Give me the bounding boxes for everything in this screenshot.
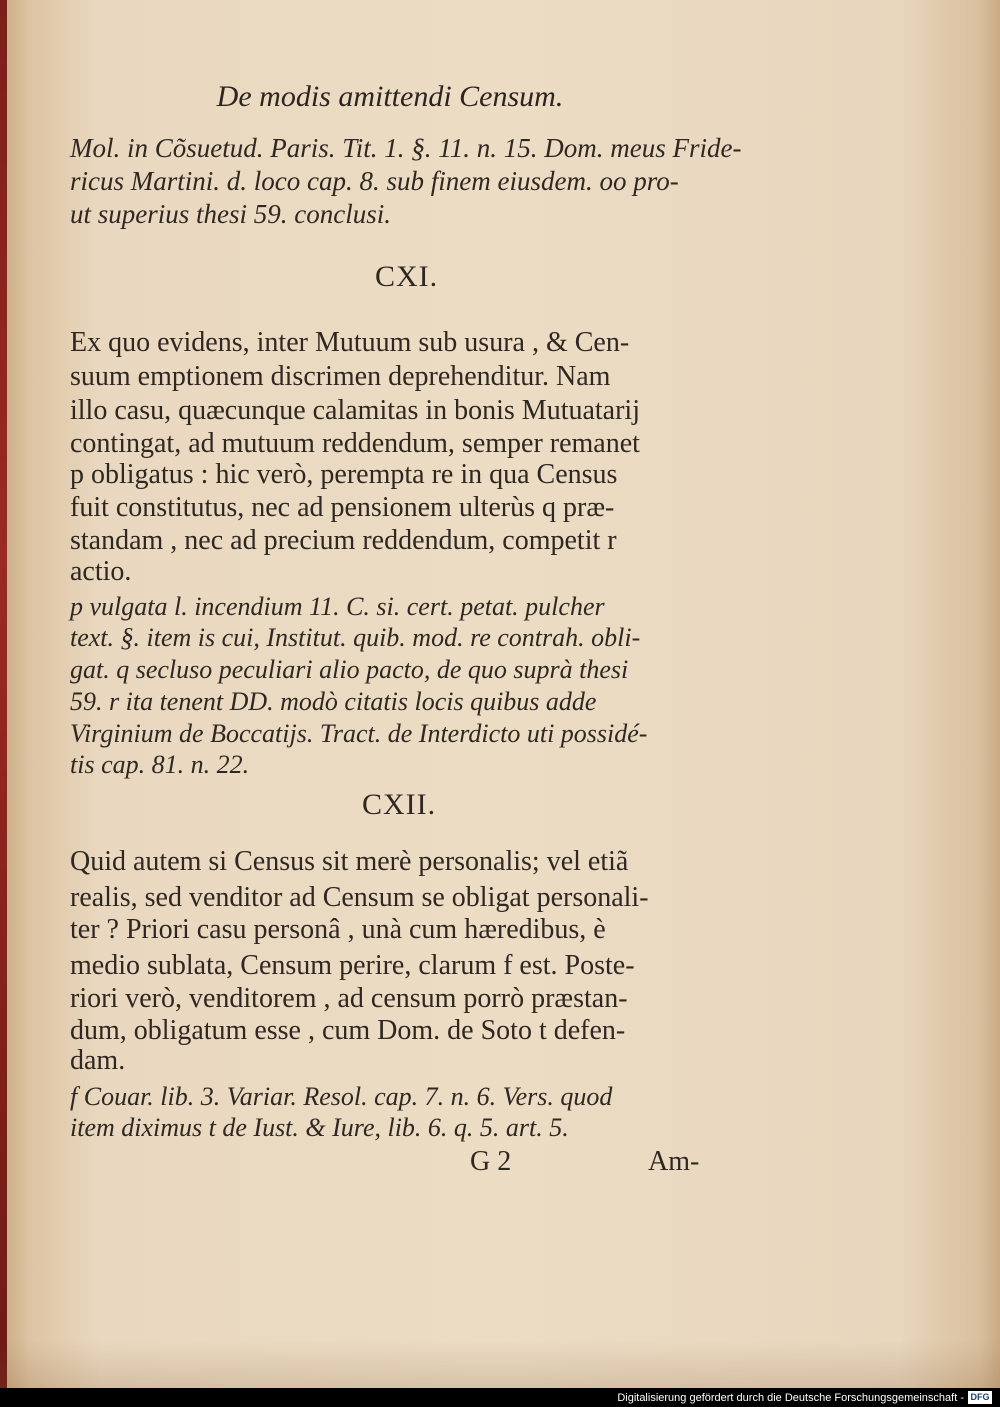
- body-line: illo casu, quæcunque calamitas in bonis Mutuatarij: [70, 395, 640, 426]
- running-head: De modis amittendi Censum.: [216, 80, 564, 113]
- signature-mark: G 2: [470, 1146, 512, 1177]
- catchword: Am-: [648, 1146, 700, 1177]
- section-heading: CXI.: [375, 260, 439, 293]
- digitization-credit: Digitalisierung gefördert durch die Deutsche Forschungsgemeinschaft -: [617, 1392, 964, 1404]
- body-line: riori verò, venditorem , ad censum porrò præstan-: [70, 983, 628, 1014]
- body-line: standam , nec ad precium reddendum, competit r: [70, 525, 617, 556]
- dfg-logo: DFG: [968, 1391, 992, 1404]
- book-spine-edge: [0, 0, 7, 1388]
- note-line: ut superius thesi 59. conclusi.: [70, 199, 391, 229]
- body-line: contingat, ad mutuum reddendum, semper remanet: [70, 428, 640, 459]
- body-line: fuit constitutus, nec ad pensionem ulterùs q præ-: [70, 492, 615, 523]
- note-line: ricus Martini. d. loco cap. 8. sub finem eiusdem. oo pro-: [70, 166, 679, 196]
- note-line: gat. q secluso peculiari alio pacto, de quo suprà thesi: [70, 655, 629, 684]
- note-line: text. §. item is cui, Institut. quib. mod. re contrah. obli-: [70, 623, 641, 652]
- note-line: 59. r ita tenent DD. modò citatis locis quibus adde: [70, 687, 597, 716]
- body-line: dam.: [70, 1045, 126, 1076]
- body-line: dum, obligatum esse , cum Dom. de Soto t defen-: [70, 1015, 626, 1046]
- page-bottom-shadow: [0, 1340, 1000, 1388]
- body-line: Quid autem si Census sit merè personalis; vel etiã: [70, 846, 629, 877]
- note-line: Virginium de Boccatijs. Tract. de Interdicto uti possidé-: [70, 719, 648, 748]
- body-line: Ex quo evidens, inter Mutuum sub usura , & Cen-: [70, 327, 630, 358]
- section-heading: CXII.: [362, 788, 437, 821]
- note-line: tis cap. 81. n. 22.: [70, 750, 250, 779]
- body-line: p obligatus : hic verò, perempta re in qua Census: [70, 459, 618, 490]
- body-line: actio.: [70, 556, 132, 587]
- body-line: realis, sed venditor ad Censum se obligat personali-: [70, 882, 649, 913]
- note-line: f Couar. lib. 3. Variar. Resol. cap. 7. n. 6. Vers. quod: [70, 1082, 613, 1111]
- note-line: Mol. in Cõsuetud. Paris. Tit. 1. §. 11. n. 15. Dom. meus Fride-: [70, 133, 742, 163]
- body-line: ter ? Priori casu personâ , unà cum hæredibus, è: [70, 914, 606, 945]
- note-line: p vulgata l. incendium 11. C. si. cert. petat. pulcher: [70, 592, 605, 621]
- body-line: medio sublata, Censum perire, clarum f est. Poste-: [70, 950, 635, 981]
- body-line: suum emptionem discrimen deprehenditur. Nam: [70, 361, 611, 392]
- note-line: item diximus t de Iust. & Iure, lib. 6. q. 5. art. 5.: [70, 1113, 569, 1142]
